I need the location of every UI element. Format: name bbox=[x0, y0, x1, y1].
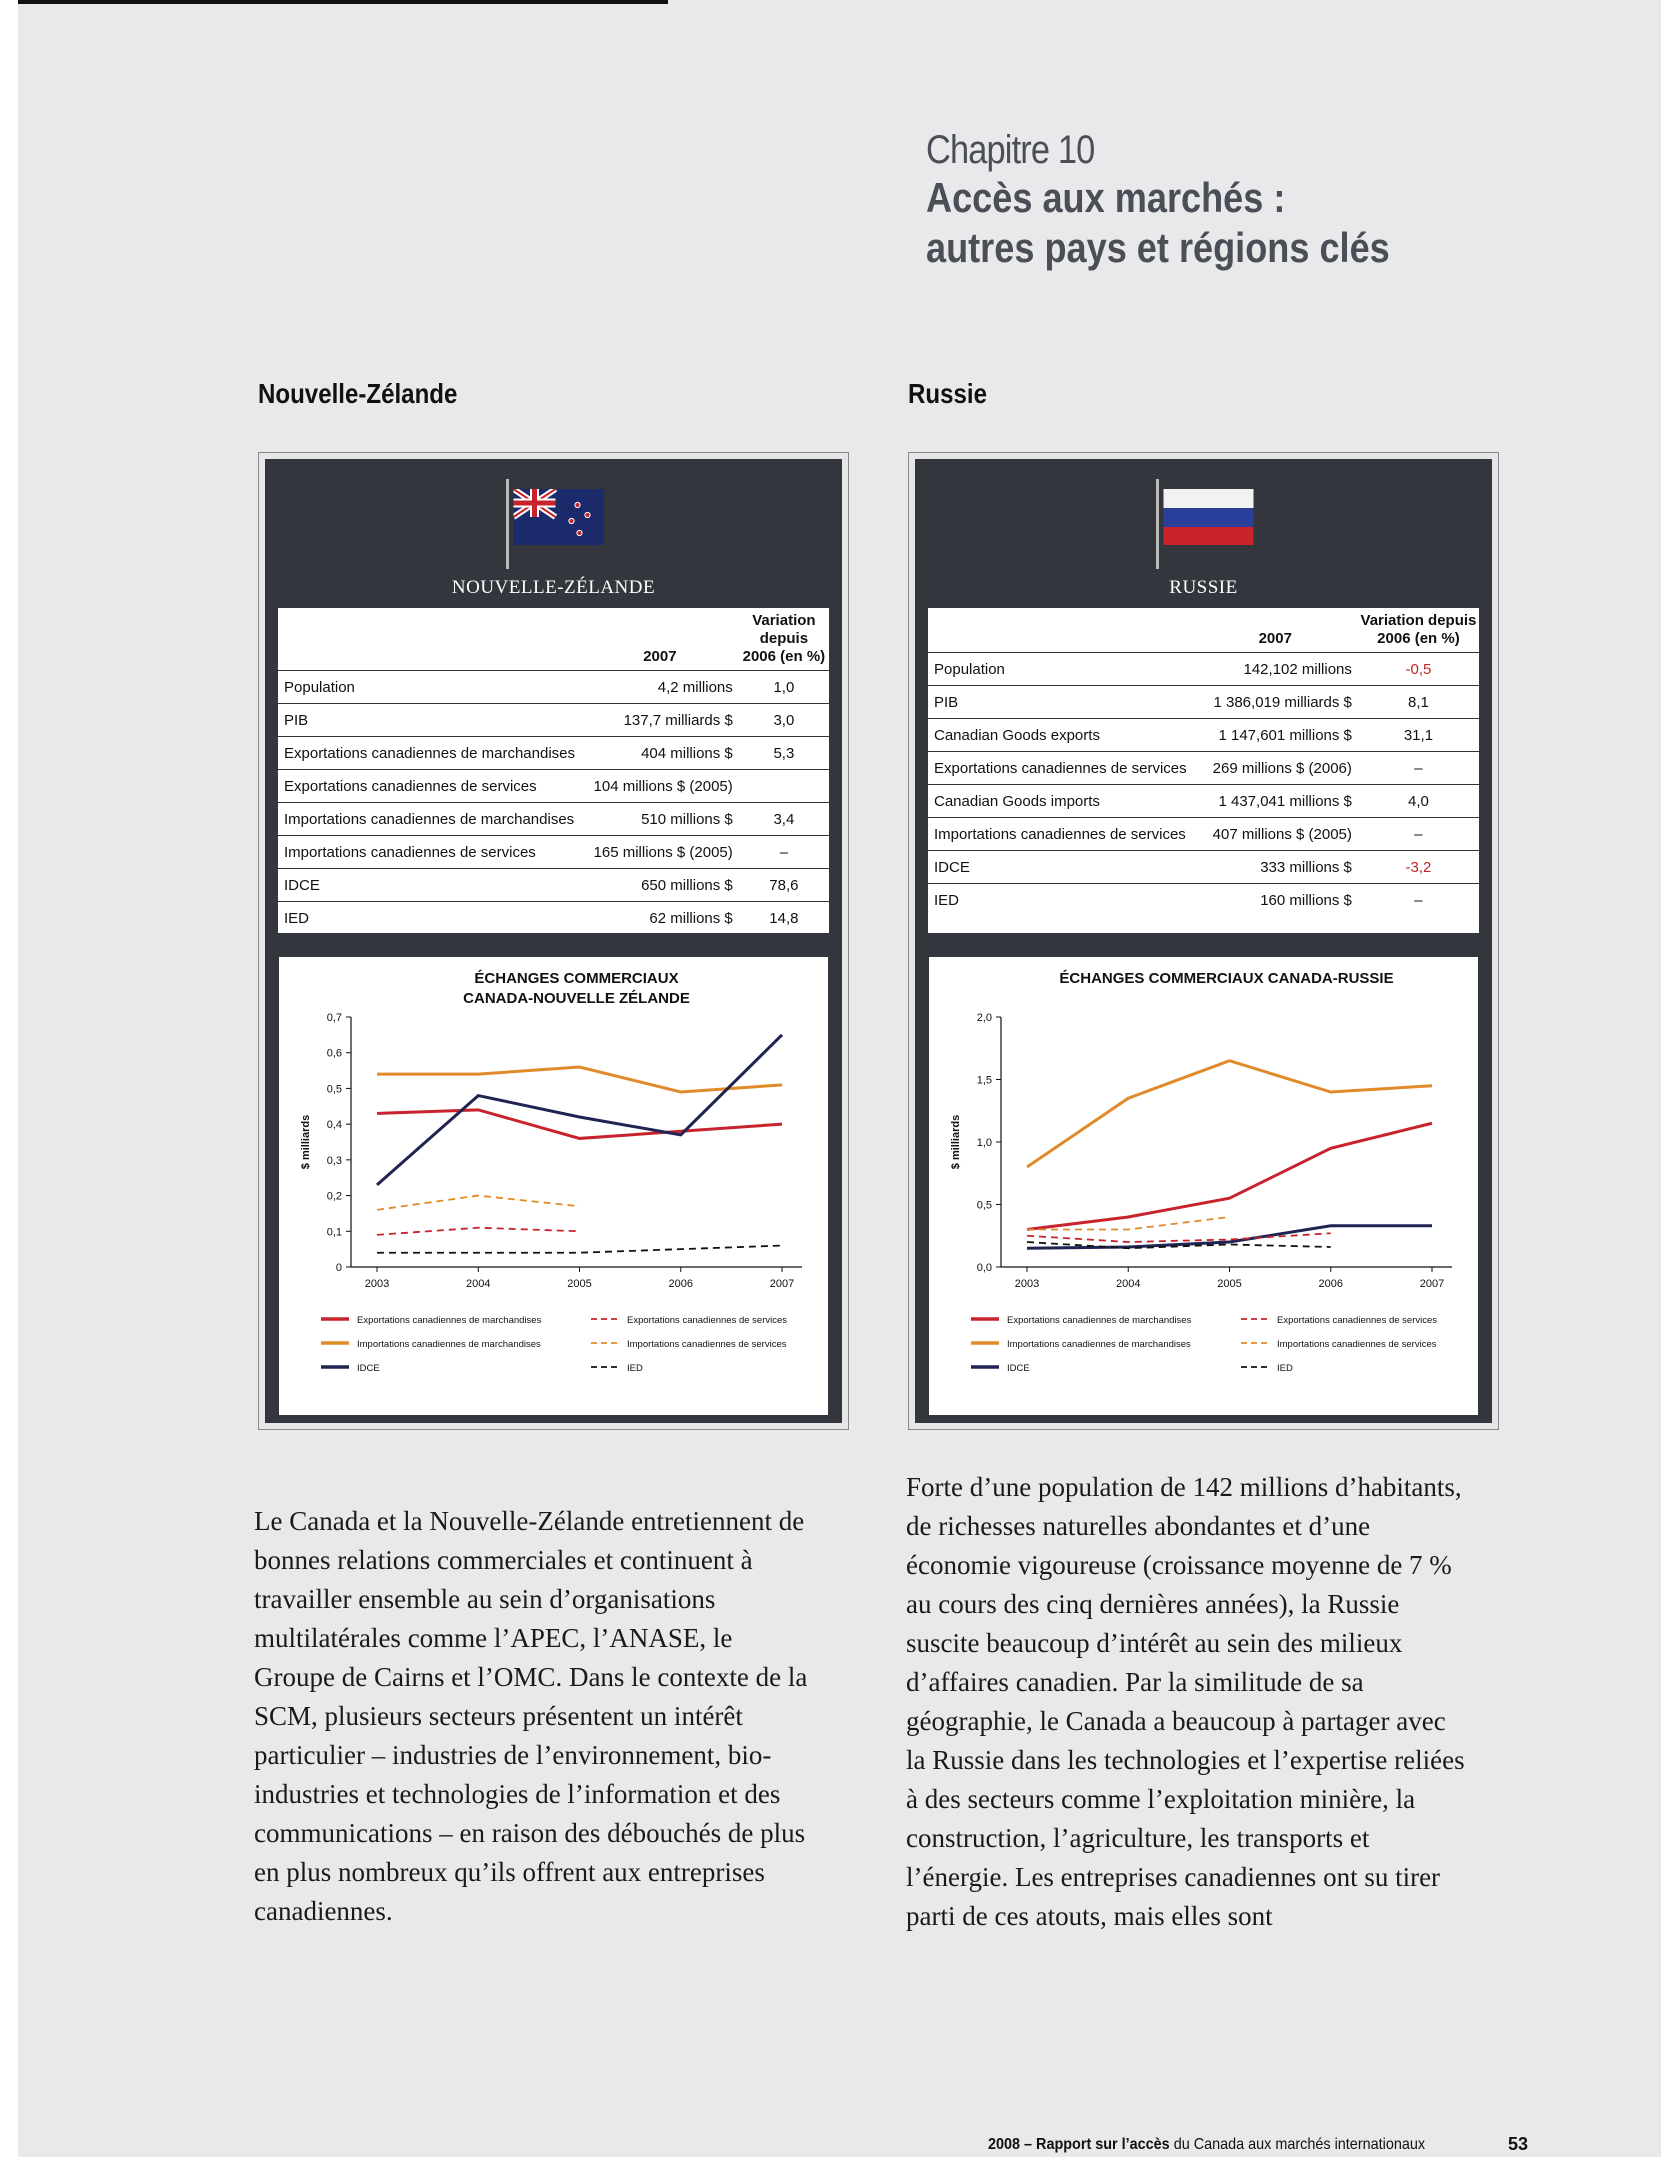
x-tick-label: 2003 bbox=[364, 1278, 390, 1290]
stats-value: 1 147,601 millions $ bbox=[1193, 719, 1358, 752]
stats-row bbox=[928, 818, 1479, 851]
stats-change: – bbox=[1358, 884, 1479, 917]
series-line bbox=[377, 1246, 782, 1253]
stats-label: Canadian Goods imports bbox=[928, 785, 1193, 818]
nz-panel-dark bbox=[265, 459, 842, 1423]
nz-stats-header bbox=[278, 608, 829, 671]
chapter-title-line1: Accès aux marchés : bbox=[926, 174, 1286, 221]
scan-edge bbox=[18, 0, 668, 4]
ru-panel-dark bbox=[915, 459, 1492, 1423]
x-tick-label: 2004 bbox=[1116, 1278, 1141, 1290]
stats-change: 8,1 bbox=[1358, 686, 1479, 719]
flag-pole bbox=[1156, 479, 1159, 569]
y-tick-label: 0 bbox=[335, 1262, 342, 1274]
ru-stats-rows bbox=[928, 653, 1479, 917]
stats-value: 404 millions $ bbox=[581, 737, 739, 770]
series-line bbox=[377, 1110, 782, 1139]
stats-value: 650 millions $ bbox=[581, 869, 739, 902]
stats-label: Population bbox=[928, 653, 1193, 686]
nz-country-name: NOUVELLE-ZÉLANDE bbox=[451, 577, 656, 598]
ru-flag-area bbox=[915, 459, 1492, 614]
stats-row bbox=[278, 671, 829, 704]
stats-value: 1 437,041 millions $ bbox=[1193, 785, 1358, 818]
stats-label: PIB bbox=[928, 686, 1193, 719]
series-line bbox=[377, 1196, 580, 1210]
legend-label: Exportations canadiennes de marchandises bbox=[357, 1315, 542, 1326]
footer-bold: 2008 – Rapport sur l’accès bbox=[988, 2136, 1170, 2153]
stats-row bbox=[278, 803, 829, 836]
series-line bbox=[1027, 1123, 1432, 1229]
stats-value: 333 millions $ bbox=[1193, 851, 1358, 884]
x-tick-label: 2004 bbox=[466, 1278, 491, 1290]
stats-row bbox=[278, 704, 829, 737]
nz-paragraph: Le Canada et la Nouvelle-Zélande entretiennent de bonnes relations commerciales et continuent à travailler ensemble au sein d’organisations multilatérales comme l’APEC, l’ANASE, le Groupe de Cairns et l’OMC. Dans le contexte de la SCM, plusieurs secteurs présentent un intérêt particulier – industries de l’environnement, bio-industries et technologies de l’information et des communications – en raison des débouchés de plus en plus nombreux qu’ils offrent aux entreprises canadiennes. bbox=[254, 1506, 808, 1926]
stats-value: 137,7 milliards $ bbox=[581, 704, 739, 737]
chapter-number: Chapitre 10 bbox=[926, 128, 1095, 172]
flag-pole bbox=[506, 479, 509, 569]
stats-label: Importations canadiennes de services bbox=[928, 818, 1193, 851]
ru-panel bbox=[908, 452, 1499, 1430]
new-zealand-flag-icon bbox=[513, 489, 603, 545]
stats-change: 31,1 bbox=[1358, 719, 1479, 752]
stats-change: 3,0 bbox=[739, 704, 829, 737]
page-number: 53 bbox=[1508, 2134, 1529, 2154]
y-tick-label: 0,6 bbox=[326, 1047, 342, 1060]
y-tick-label: 0,2 bbox=[326, 1190, 342, 1203]
stats-row bbox=[928, 785, 1479, 818]
legend-label: IDCE bbox=[357, 1363, 380, 1374]
stats-change: 14,8 bbox=[739, 902, 829, 935]
y-tick-label: 0,5 bbox=[326, 1083, 342, 1096]
y-tick-label: 1,0 bbox=[976, 1137, 992, 1149]
ru-stats-table bbox=[928, 608, 1479, 933]
nz-section-heading: Nouvelle-Zélande bbox=[258, 378, 458, 409]
ru-stats-header bbox=[928, 608, 1479, 653]
chapter-title-line2: autres pays et régions clés bbox=[926, 224, 1390, 271]
nz-col-change-l2: 2006 (en %) bbox=[742, 648, 826, 665]
stats-change: -0,5 bbox=[1358, 653, 1479, 686]
x-tick-label: 2005 bbox=[1217, 1278, 1242, 1290]
y-tick-label: 0,7 bbox=[326, 1012, 342, 1024]
russia-flag-icon bbox=[1163, 489, 1253, 545]
ru-chart-frame bbox=[923, 951, 1484, 1421]
stats-row bbox=[928, 752, 1479, 785]
stats-row bbox=[928, 719, 1479, 752]
y-tick-label: 0,0 bbox=[976, 1262, 992, 1274]
stats-value: 269 millions $ (2006) bbox=[1193, 752, 1358, 785]
y-axis-label: $ milliards bbox=[300, 1114, 312, 1170]
legend-label: Exportations canadiennes de services bbox=[627, 1315, 788, 1326]
y-tick-label: 0,3 bbox=[326, 1154, 342, 1167]
x-tick-label: 2007 bbox=[1419, 1278, 1445, 1290]
stats-row bbox=[278, 869, 829, 902]
series-line bbox=[1027, 1061, 1432, 1167]
stats-label: Population bbox=[278, 671, 581, 704]
stats-label: IDCE bbox=[928, 851, 1193, 884]
stats-change: – bbox=[739, 836, 829, 869]
stats-label: Exportations canadiennes de marchandises bbox=[278, 737, 581, 770]
y-tick-label: 0,5 bbox=[976, 1199, 992, 1212]
series-line bbox=[377, 1228, 580, 1235]
nz-col-change-l1: Variation depuis bbox=[752, 612, 816, 647]
stats-row bbox=[278, 902, 829, 935]
nz-stats-rows bbox=[278, 671, 829, 935]
chapter-heading bbox=[926, 128, 1465, 273]
ru-col-year: 2007 bbox=[1258, 630, 1292, 647]
stats-value: 62 millions $ bbox=[581, 902, 739, 935]
stats-row bbox=[278, 770, 829, 803]
stats-value: 142,102 millions bbox=[1193, 653, 1358, 686]
stats-change: 1,0 bbox=[739, 671, 829, 704]
y-tick-label: 0,4 bbox=[326, 1119, 342, 1132]
stats-value: 160 millions $ bbox=[1193, 884, 1358, 917]
stats-label: IED bbox=[278, 902, 581, 935]
ru-section-heading: Russie bbox=[908, 378, 987, 409]
stats-row bbox=[928, 653, 1479, 686]
ru-trade-chart bbox=[929, 957, 1478, 1415]
ru-country-name: RUSSIE bbox=[1169, 577, 1238, 598]
stats-value: 1 386,019 milliards $ bbox=[1193, 686, 1358, 719]
nz-col-change bbox=[739, 608, 829, 671]
chart-title: ÉCHANGES COMMERCIAUX CANADA-RUSSIE bbox=[1059, 970, 1394, 987]
y-tick-label: 0,1 bbox=[326, 1226, 342, 1239]
y-axis-label: $ milliards bbox=[950, 1114, 962, 1170]
ru-col-change-l2: 2006 (en %) bbox=[1377, 630, 1460, 647]
chart-title: ÉCHANGES COMMERCIAUX bbox=[474, 970, 679, 987]
ru-paragraph: Forte d’une population de 142 millions d’habitants, de richesses naturelles abondantes et d’une économie vigoureuse (croissance moyenne de 7 % au cours des cinq dernières années), la Russie suscite beaucoup d’intérêt au sein des milieux d’affaires canadien. Par la similitude de sa géographie, le Canada a beaucoup à partager avec la Russie dans les technologies et l’expertise reliées à des secteurs comme l’exploitation minière, la construction, l’agriculture, les transports et l’énergie. Les entreprises canadiennes ont su tirer parti de ces atouts, mais elles sont bbox=[906, 1472, 1465, 1931]
legend-label: Exportations canadiennes de services bbox=[1277, 1315, 1438, 1326]
page-footer bbox=[988, 2136, 1425, 2154]
legend-label: Importations canadiennes de marchandises bbox=[357, 1339, 541, 1350]
stats-change bbox=[739, 770, 829, 803]
stats-label: Exportations canadiennes de services bbox=[928, 752, 1193, 785]
stats-change: -3,2 bbox=[1358, 851, 1479, 884]
nz-stats-table bbox=[278, 608, 829, 933]
nz-trade-chart bbox=[279, 957, 828, 1415]
x-tick-label: 2006 bbox=[668, 1278, 693, 1290]
stats-label: Canadian Goods exports bbox=[928, 719, 1193, 752]
stats-row bbox=[928, 884, 1479, 917]
stats-change: – bbox=[1358, 818, 1479, 851]
nz-flag-area bbox=[265, 459, 842, 614]
stats-label: Importations canadiennes de marchandises bbox=[278, 803, 581, 836]
report-page bbox=[18, 0, 1661, 2157]
legend-label: IED bbox=[627, 1363, 643, 1374]
ru-col-change-l1: Variation depuis bbox=[1360, 612, 1477, 629]
y-tick-label: 2,0 bbox=[976, 1012, 992, 1024]
chart-title: CANADA-NOUVELLE ZÉLANDE bbox=[463, 990, 690, 1007]
stats-value: 104 millions $ (2005) bbox=[581, 770, 739, 803]
nz-chart-frame bbox=[273, 951, 834, 1421]
stats-row bbox=[928, 851, 1479, 884]
stats-value: 510 millions $ bbox=[581, 803, 739, 836]
nz-panel bbox=[258, 452, 849, 1430]
legend-label: Importations canadiennes de marchandises bbox=[1007, 1339, 1191, 1350]
stats-label: IED bbox=[928, 884, 1193, 917]
x-tick-label: 2006 bbox=[1318, 1278, 1343, 1290]
stats-row bbox=[278, 836, 829, 869]
legend-label: Importations canadiennes de services bbox=[627, 1339, 787, 1350]
stats-change: 4,0 bbox=[1358, 785, 1479, 818]
stats-row bbox=[278, 737, 829, 770]
x-tick-label: 2007 bbox=[769, 1278, 795, 1290]
stats-change: 3,4 bbox=[739, 803, 829, 836]
x-tick-label: 2003 bbox=[1014, 1278, 1040, 1290]
stats-value: 165 millions $ (2005) bbox=[581, 836, 739, 869]
legend-label: Exportations canadiennes de marchandises bbox=[1007, 1315, 1192, 1326]
legend-label: IDCE bbox=[1007, 1363, 1030, 1374]
y-tick-label: 1,5 bbox=[976, 1074, 992, 1087]
stats-label: Exportations canadiennes de services bbox=[278, 770, 581, 803]
legend-label: IED bbox=[1277, 1363, 1293, 1374]
stats-change: 78,6 bbox=[739, 869, 829, 902]
stats-change: 5,3 bbox=[739, 737, 829, 770]
stats-label: PIB bbox=[278, 704, 581, 737]
stats-row bbox=[928, 686, 1479, 719]
chart-svg bbox=[279, 957, 828, 1415]
stats-change: – bbox=[1358, 752, 1479, 785]
stats-value: 407 millions $ (2005) bbox=[1193, 818, 1358, 851]
series-line bbox=[1027, 1217, 1230, 1230]
nz-col-year: 2007 bbox=[643, 648, 677, 665]
stats-label: IDCE bbox=[278, 869, 581, 902]
series-line bbox=[377, 1067, 782, 1092]
footer-regular: du Canada aux marchés internationaux bbox=[1169, 2136, 1426, 2153]
chart-svg bbox=[929, 957, 1478, 1415]
legend-label: Importations canadiennes de services bbox=[1277, 1339, 1437, 1350]
x-tick-label: 2005 bbox=[567, 1278, 592, 1290]
stats-value: 4,2 millions bbox=[581, 671, 739, 704]
ru-col-change bbox=[1358, 608, 1479, 653]
stats-label: Importations canadiennes de services bbox=[278, 836, 581, 869]
